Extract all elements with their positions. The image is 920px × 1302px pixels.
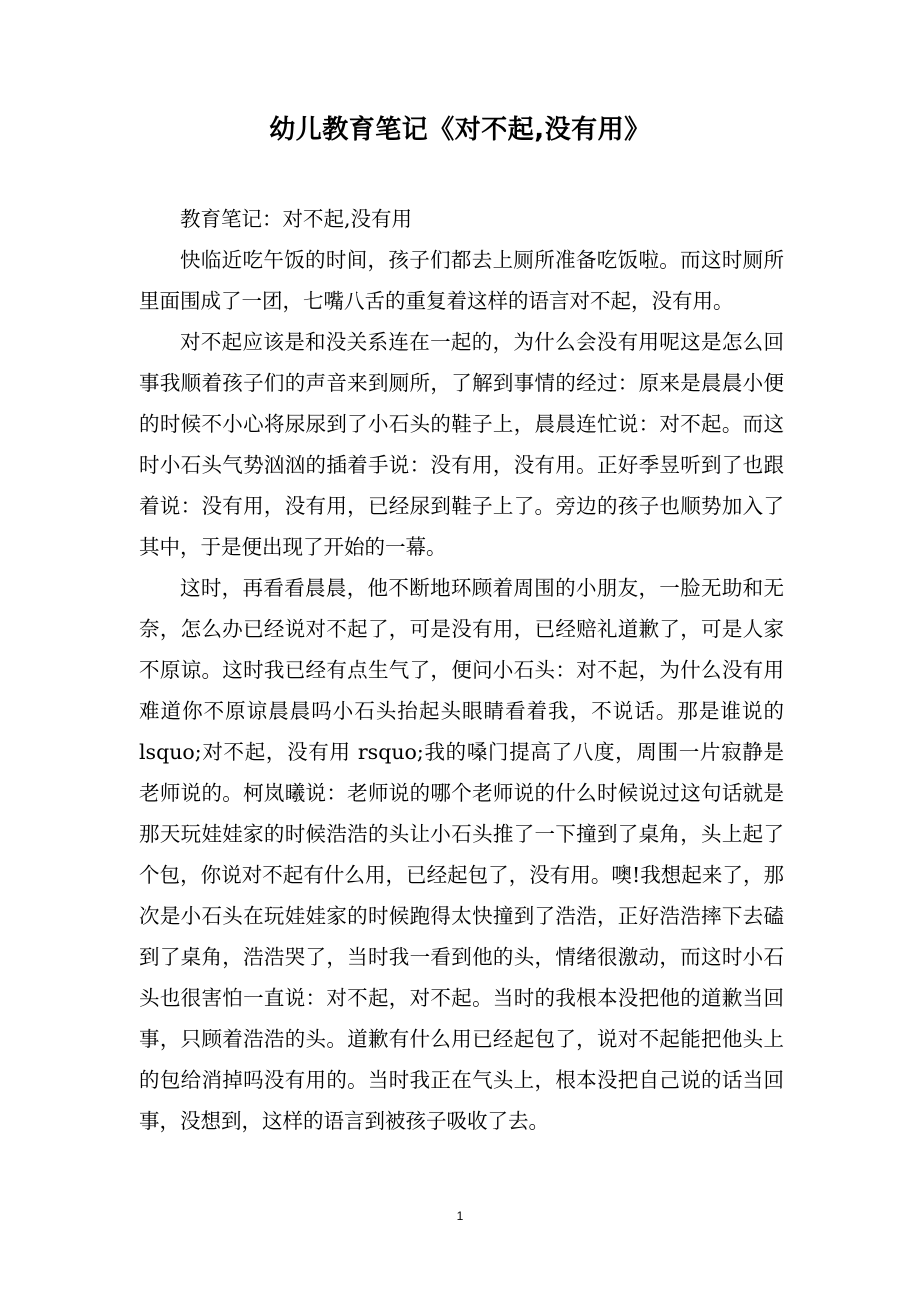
paragraph-subtitle: 教育笔记：对不起,没有用 <box>180 207 413 231</box>
page-number: 1 <box>456 1209 464 1223</box>
paragraph: 快临近吃午饭的时间，孩子们都去上厕所准备吃饭啦。而这时厕所里面围成了一团，七嘴八舌的重复着这样的语言对不起，没有用。 <box>139 248 784 313</box>
document-body <box>139 199 784 1142</box>
paragraph: 这时，再看看晨晨，他不断地环顾着周围的小朋友，一脸无助和无奈，怎么办已经说对不起了，可是没有用，已经赔礼道歉了，可是人家不原谅。这时我已经有点生气了，便问小石头：对不起，为什么没有用难道你不原谅晨晨吗小石头抬起头眼睛看着我，不说话。那是谁说的 lsquo;对不起，没有用 rsquo;我的嗓门提高了八度，周围一片寂静是老师说的。柯岚曦说：老师说的哪个老师说的什么时候说过这句话就是那天玩娃娃家的时候浩浩的头让小石头推了一下撞到了桌角，头上起了个包，你说对不起有什么用，已经起包了，没有用。噢!我想起来了，那次是小石头在玩娃娃家的时候跑得太快撞到了浩浩，正好浩浩摔下去磕到了桌角，浩浩哭了，当时我一看到他的头，情绪很激动，而这时小石头也很害怕一直说：对不起，对不起。当时的我根本没把他的道歉当回事，只顾着浩浩的头。道歉有什么用已经起包了，说对不起能把他头上的包给消掉吗没有用的。当时我正在气头上，根本没把自己说的话当回事，没想到，这样的语言到被孩子吸收了去。 <box>139 576 784 1133</box>
document-title: 幼儿教育笔记《对不起,没有用》 <box>269 115 651 145</box>
paragraph: 对不起应该是和没关系连在一起的，为什么会没有用呢这是怎么回事我顺着孩子们的声音来到厕所，了解到事情的经过：原来是晨晨小便的时候不小心将尿尿到了小石头的鞋子上，晨晨连忙说：对不起。而这时小石头气势汹汹的插着手说：没有用，没有用。正好季昱听到了也跟着说：没有用，没有用，已经尿到鞋子上了。旁边的孩子也顺势加入了其中，于是便出现了开始的一幕。 <box>139 330 784 559</box>
